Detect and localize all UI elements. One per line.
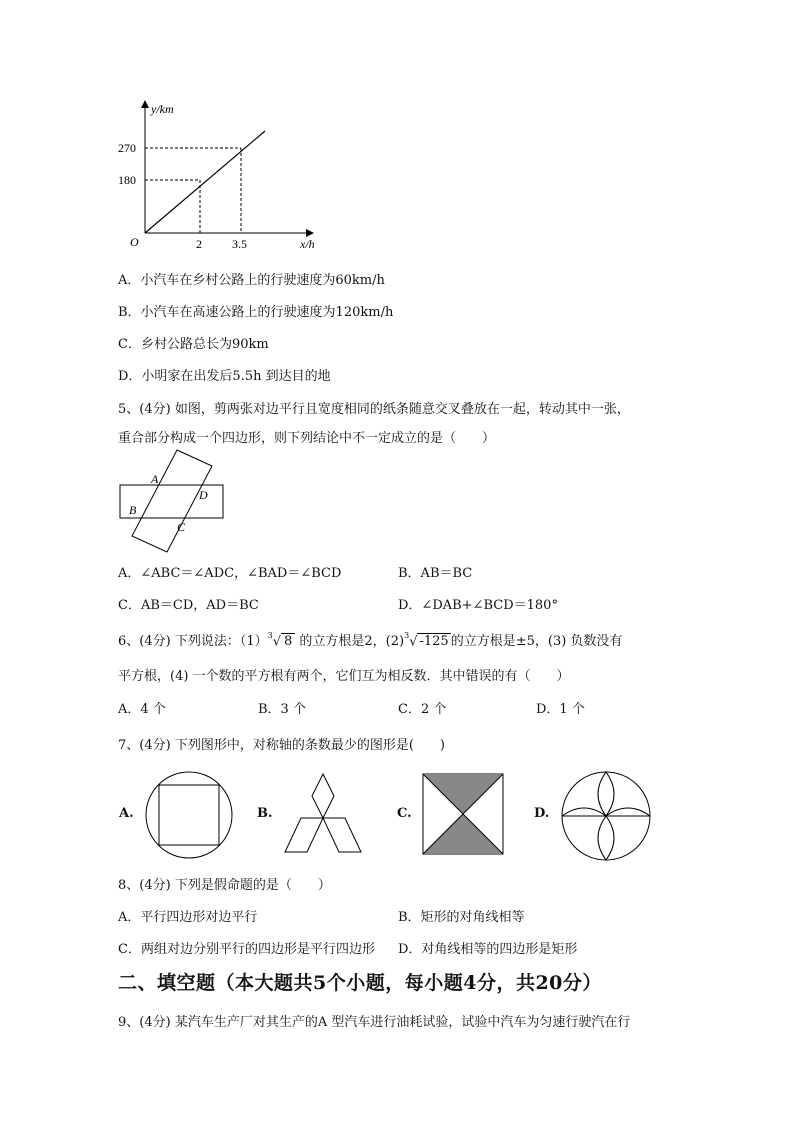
origin-label: O <box>130 235 139 249</box>
cube-root-8: $^3$√ 8 <box>268 633 296 649</box>
q8-option-a: A．平行四边形对边平行 <box>118 910 258 925</box>
fig-label-c: C <box>177 520 186 534</box>
q7-label-a: A. <box>119 806 134 821</box>
q6-stem-line2: 平方根，(4) 一个数的平方根有两个，它们互为相反数．其中错误的有（ ） <box>118 669 570 684</box>
y-tick-270: 270 <box>118 141 136 155</box>
cube-root-neg125: $^3$√ -125 <box>404 630 449 649</box>
q8-option-d: D．对角线相等的四边形是矩形 <box>398 942 578 957</box>
q4-option-d: D．小明家在出发后5.5h 到达目的地 <box>118 369 331 384</box>
q6-option-d: D．1 个 <box>536 702 585 717</box>
q4-option-b: B．小汽车在高速公路上的行驶速度为120km/h <box>118 305 394 320</box>
q5-stem-line1: 5、(4分) 如图，剪两张对边平行且宽度相同的纸条随意交叉叠放在一起，转动其中一张， <box>118 402 630 417</box>
paper-strips-figure <box>115 448 230 558</box>
section-title: 二、填空题（本大题共5个小题，每小题4分，共20分） <box>118 972 602 994</box>
q6-option-b: B．3 个 <box>258 702 306 717</box>
figure-square-hourglass <box>422 773 504 855</box>
x-tick-2: 2 <box>196 237 202 251</box>
q5-option-b: B．AB＝BC <box>398 566 473 581</box>
x-axis-label: x/h <box>300 237 315 251</box>
q5-option-c: C．AB＝CD，AD＝BC <box>118 598 259 613</box>
q8-option-b: B．矩形的对角线相等 <box>398 910 525 925</box>
y-axis-label: y/km <box>151 102 174 116</box>
q8-option-c: C．两组对边分别平行的四边形是平行四边形 <box>118 942 375 957</box>
q6-option-a: A．4 个 <box>118 702 166 717</box>
q9-stem: 9、(4分) 某汽车生产厂对其生产的A 型汽车进行油耗试验，试验中汽车为匀速行驶汽在行 <box>118 1015 631 1030</box>
graph-line <box>145 131 265 233</box>
y-tick-180: 180 <box>118 173 136 187</box>
q6-stem-pre: 6、(4分) 下列说法：（1） <box>118 634 268 649</box>
q7-label-c: C. <box>397 806 412 821</box>
figure-three-diamonds <box>283 772 363 854</box>
q6-option-c: C．2 个 <box>398 702 447 717</box>
q8-stem: 8、(4分) 下列是假命题的是（ ） <box>118 878 331 893</box>
figure-square-in-circle <box>144 770 234 860</box>
q7-label-d: D. <box>534 806 550 821</box>
q5-option-d: D．∠DAB+∠BCD＝180° <box>398 598 558 613</box>
fig-label-a: A <box>151 472 159 486</box>
q6-stem-post: 的立方根是±5，(3) 负数没有 <box>450 634 623 649</box>
q5-stem-line2: 重合部分构成一个四边形，则下列结论中不一定成立的是（ ） <box>118 431 496 446</box>
fig-label-b: B <box>129 503 137 517</box>
q4-option-a: A．小汽车在乡村公路上的行驶速度为60km/h <box>118 273 385 288</box>
q7-stem: 7、(4分) 下列图形中，对称轴的条数最少的图形是( ) <box>118 738 445 753</box>
x-tick-3-5: 3.5 <box>232 237 247 251</box>
distance-time-graph <box>110 96 330 256</box>
q5-option-a: A．∠ABC＝∠ADC，∠BAD＝∠BCD <box>118 566 342 581</box>
q4-option-c: C．乡村公路总长为90km <box>118 337 269 352</box>
q6-stem-mid: 的立方根是2，(2) <box>299 634 405 649</box>
figure-circle-petals <box>560 770 652 862</box>
fig-label-d: D <box>199 488 208 502</box>
q6-stem-line1 <box>118 630 622 649</box>
q7-label-b: B. <box>257 806 273 821</box>
